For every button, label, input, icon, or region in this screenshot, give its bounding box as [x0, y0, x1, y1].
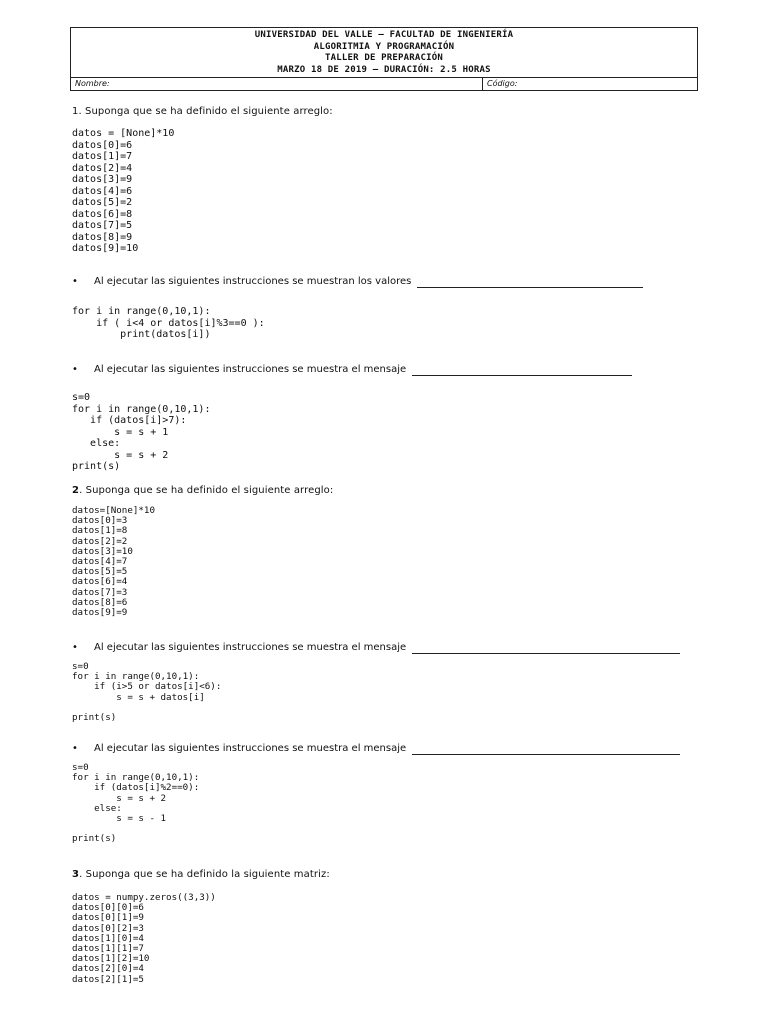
question-2-code-1: s=0 for i in range(0,10,1): if (i>5 or datos[i]<6): s = s + datos[i] print(s): [72, 661, 222, 724]
bullet-icon: •: [72, 364, 78, 375]
bullet-icon: •: [72, 642, 78, 653]
question-1-code-1: for i in range(0,10,1): if ( i<4 or datos[i]%3==0 ): print(datos[i]): [72, 306, 265, 340]
university-title: UNIVERSIDAD DEL VALLE – FACULTAD DE INGENIERÍA: [254, 30, 514, 40]
student-info-row: [71, 77, 697, 90]
question-2-array-code: datos=[None]*10 datos[0]=3 datos[1]=8 datos[2]=2 datos[3]=10 datos[4]=7 datos[5]=5 datos[6]=4 datos[7]=3 datos[8]=6 datos[9]=9: [72, 505, 155, 619]
question-3-statement: . Suponga que se ha definido la siguiente matriz:: [79, 869, 330, 880]
question-2-code-2: s=0 for i in range(0,10,1): if (datos[i]%2==0): s = s + 2 else: s = s - 1 print(s): [72, 762, 200, 845]
bullet-text: Al ejecutar las siguientes instrucciones se muestra el mensaje: [94, 364, 407, 375]
bullet-icon: •: [72, 743, 78, 754]
bullet-text: Al ejecutar las siguientes instrucciones se muestran los valores: [94, 276, 412, 287]
question-1-bullet-2: [72, 364, 632, 376]
question-1-bullet-1: [72, 276, 643, 288]
name-field[interactable]: Nombre:: [71, 78, 483, 90]
question-3-matrix-code: datos = numpy.zeros((3,3)) datos[0][0]=6 datos[0][1]=9 datos[0][2]=3 datos[1][0]=4 datos[1][1]=7 datos[1][2]=10 datos[2][0]=4 datos[2][1]=5: [72, 892, 216, 985]
question-3-number: 3: [72, 869, 80, 880]
code-field[interactable]: Código:: [487, 79, 518, 88]
bullet-text: Al ejecutar las siguientes instrucciones se muestra el mensaje: [94, 642, 407, 653]
question-1-code-2: s=0 for i in range(0,10,1): if (datos[i]>7): s = s + 1 else: s = s + 2 print(s): [72, 392, 211, 472]
answer-blank[interactable]: [412, 644, 680, 654]
bullet-icon: •: [72, 276, 78, 287]
bullet-text: Al ejecutar las siguientes instrucciones se muestra el mensaje: [94, 743, 407, 754]
header-titles: [71, 28, 697, 77]
date-duration: MARZO 18 DE 2019 – DURACIÓN: 2.5 HORAS: [277, 64, 491, 75]
answer-blank[interactable]: [412, 745, 680, 755]
question-2-number: 2: [72, 485, 80, 496]
question-2-bullet-1: [72, 642, 680, 654]
question-2-statement: . Suponga que se ha definido el siguiente arreglo:: [79, 485, 334, 496]
answer-blank[interactable]: [417, 278, 643, 288]
course-title: ALGORITMIA Y PROGRAMACIÓN: [313, 41, 455, 52]
question-2-text: [72, 485, 333, 497]
question-3-text: [72, 869, 330, 881]
workshop-title: TALLER DE PREPARACIÓN: [325, 53, 443, 63]
answer-blank[interactable]: [412, 366, 632, 376]
exam-header: [70, 27, 698, 91]
question-1-array-code: datos = [None]*10 datos[0]=6 datos[1]=7 datos[2]=4 datos[3]=9 datos[4]=6 datos[5]=2 datos[6]=8 datos[7]=5 datos[8]=9 datos[9]=10: [72, 128, 175, 254]
question-1-text: 1. Suponga que se ha definido el siguiente arreglo:: [72, 106, 333, 117]
question-2-bullet-2: [72, 743, 680, 755]
